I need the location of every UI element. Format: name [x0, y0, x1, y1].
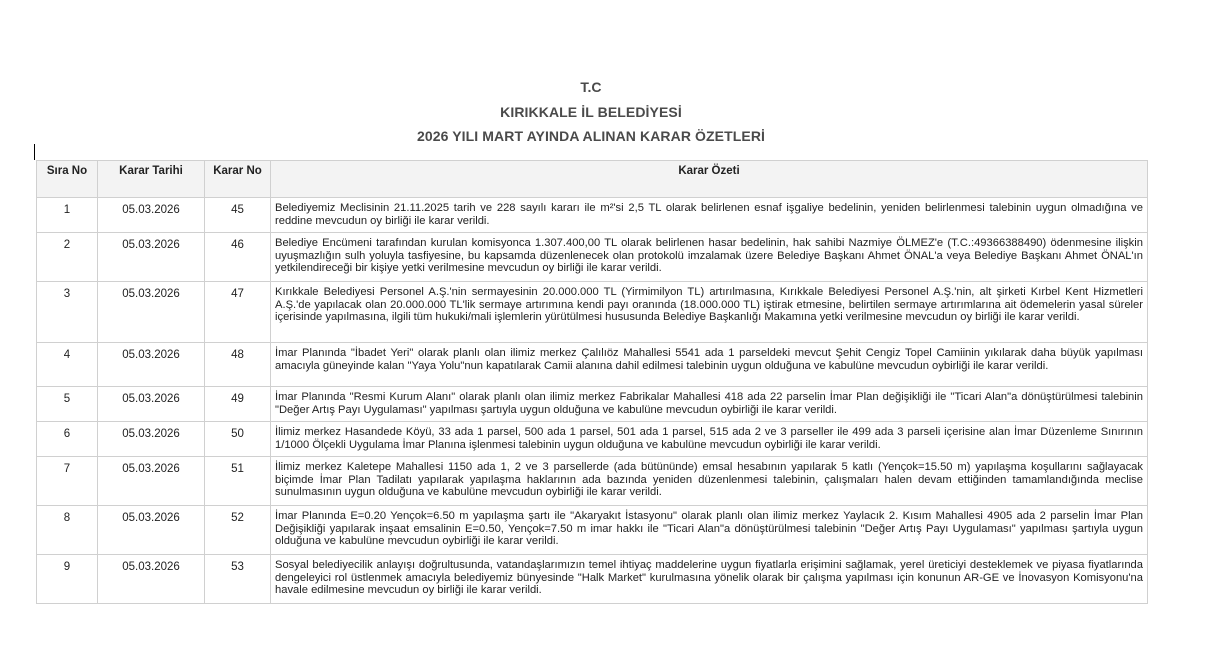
table-row	[37, 387, 1148, 422]
table-row	[37, 343, 1148, 387]
cell-karar-tarihi: 05.03.2026	[98, 422, 205, 457]
cell-karar-tarihi: 05.03.2026	[98, 555, 205, 604]
col-header-karar-tarihi: Karar Tarihi	[98, 161, 205, 198]
cell-sira-no: 2	[37, 233, 98, 282]
cell-karar-tarihi: 05.03.2026	[98, 343, 205, 387]
cell-karar-tarihi: 05.03.2026	[98, 506, 205, 555]
table-row	[37, 233, 1148, 282]
cell-karar-ozeti: İmar Planında "Resmi Kurum Alanı" olarak planlı olan ilimiz merkez Fabrikalar Mahallesi 418 ada 22 parselin İmar Plan değişikliği ile "Ticari Alan"a dönüştürülmesi talebinin "Değer Artış Payı Uygulaması" yapılması şartıyla uygun olduğuna ve kabulüne mevcudun oybirliği ile karar verildi.	[271, 387, 1148, 422]
cell-sira-no: 6	[37, 422, 98, 457]
cell-karar-ozeti: İlimiz merkez Kaletepe Mahallesi 1150 ada 1, 2 ve 3 parsellerde (ada bütününde) emsal hesabının yapılarak 5 katlı (Yençok=15.50 m) yapılaşma koşullarını sağlayacak biçimde İmar Plan Tadilatı yapılarak yapılaşma haklarının ada bazında yeniden düzenlenmesi talebinin, çalışmaları halen devam ettiğinden tamamlandığında meclise sunulmasının uygun olduğuna ve kabulüne mevcudun oybirliği ile karar verildi.	[271, 457, 1148, 506]
cell-karar-ozeti: İmar Planında E=0.20 Yençok=6.50 m yapılaşma şartı ile "Akaryakıt İstasyonu" olarak planlı olan ilimiz merkez Yaylacık 2. Kısım Mahallesi 4905 ada 2 parselin İmar Plan Değişikliği yapılarak inşaat emsalinin E=0.50, Yençok=7.50 m imar hakkı ile "Ticari Alan"a dönüştürülmesi talebinin "Değer Artış Payı Uygulaması" yapılması şartıyla uygun olduğuna ve kabulüne mevcudun oybirliği ile karar verildi.	[271, 506, 1148, 555]
col-header-karar-ozeti: Karar Özeti	[271, 161, 1148, 198]
cell-karar-ozeti: İmar Planında "İbadet Yeri" olarak planlı olan ilimiz merkez Çalılıöz Mahallesi 5541 ada 1 parseldeki mevcut Şehit Cengiz Topel Camiinin yıkılarak daha büyük yapılması amacıyla güneyinde kalan "Yaya Yolu"nun kapatılarak Camii alanına dahil edilmesi talebinin uygun olduğuna ve kabulüne mevcudun oybirliği ile karar verildi.	[271, 343, 1148, 387]
cell-karar-no: 53	[205, 555, 271, 604]
cell-karar-ozeti: Belediyemiz Meclisinin 21.11.2025 tarih ve 228 sayılı kararı ile m²'si 2,5 TL olarak belirlenen esnaf işgaliye bedelinin, yeniden belirlenmesi talebinin uygun olmadığına ve reddine mevcudun oy birliği ile karar verildi.	[271, 198, 1148, 233]
cell-karar-tarihi: 05.03.2026	[98, 387, 205, 422]
table-row	[37, 506, 1148, 555]
cell-karar-no: 52	[205, 506, 271, 555]
cell-sira-no: 9	[37, 555, 98, 604]
cell-karar-ozeti: İlimiz merkez Hasandede Köyü, 33 ada 1 parsel, 500 ada 1 parsel, 501 ada 1 parsel, 515 ada 2 ve 3 parseller ile 499 ada 3 parseli içerisine alan İmar Düzenleme Sınırının 1/1000 Ölçekli Uygulama İmar Planına işlenmesi talebinin uygun olduğuna ve kabulüne mevcudun oybirliği ile karar verildi.	[271, 422, 1148, 457]
cell-karar-ozeti: Belediye Encümeni tarafından kurulan komisyonca 1.307.400,00 TL olarak belirlenen hasar bedelinin, hak sahibi Nazmiye ÖLMEZ'e (T.C.:49366388490) ödenmesine ilişkin uyuşmazlığın sulh yoluyla tasfiyesine, bu kapsamda düzenlenecek olan protokolü imzalamak üzere Belediye Başkanı Ahmet ÖNAL'a veya Belediye Başkanı Ahmet ÖNAL'ın yetkilendireceği bir kişiye yetki verilmesine mevcudun oy birliği ile karar verildi.	[271, 233, 1148, 282]
cell-karar-ozeti: Kırıkkale Belediyesi Personel A.Ş.'nin sermayesinin 20.000.000 TL (Yirmimilyon TL) artırılmasına, Kırıkkale Belediyesi Personel A.Ş.'nin, alt şirketi Kırbel Kent Hizmetleri A.Ş.'de yapılacak olan 20.000.000 TL'lik sermaye artırımına kendi payı oranında (18.000.000 TL) iştirak etmesine, belirtilen sermaye artırımlarına ait ödemelerin yasal süreler içerisinde yapılmasına, ilgili tüm hukuki/mali işlemlerin yürütülmesi hususunda Belediye Başkanlığı Makamına yetki verilmesine mevcudun oy birliği ile karar verildi.	[271, 282, 1148, 343]
header-document-title: 2026 YILI MART AYINDA ALINAN KARAR ÖZETLERİ	[416, 128, 766, 144]
cell-sira-no: 7	[37, 457, 98, 506]
cell-sira-no: 4	[37, 343, 98, 387]
header-tc: T.C	[580, 79, 602, 95]
cell-sira-no: 8	[37, 506, 98, 555]
cell-sira-no: 1	[37, 198, 98, 233]
decision-table	[36, 160, 1148, 604]
cell-karar-tarihi: 05.03.2026	[98, 198, 205, 233]
cell-karar-tarihi: 05.03.2026	[98, 282, 205, 343]
col-header-sira-no: Sıra No	[37, 161, 98, 198]
cell-karar-tarihi: 05.03.2026	[98, 233, 205, 282]
cell-sira-no: 5	[37, 387, 98, 422]
table-row	[37, 457, 1148, 506]
text-cursor	[34, 144, 35, 160]
cell-karar-ozeti: Sosyal belediyecilik anlayışı doğrultusunda, vatandaşlarımızın temel ihtiyaç maddelerine uygun fiyatlarla erişimini sağlamak, yerel üreticiyi desteklemek ve piyasa fiyatlarında dengeleyici rol üstlenmek amacıyla belediyemiz bünyesinde "Halk Market" kurulmasına yönelik olarak bir çalışma yapılması için konunun AR-GE ve İnovasyon Komisyonu'na havale edilmesine mevcudun oy birliği ile karar verildi.	[271, 555, 1148, 604]
cell-karar-no: 49	[205, 387, 271, 422]
table-row	[37, 555, 1148, 604]
header-municipality: KIRIKKALE İL BELEDİYESİ	[500, 104, 682, 120]
cell-karar-no: 50	[205, 422, 271, 457]
cell-karar-no: 45	[205, 198, 271, 233]
cell-sira-no: 3	[37, 282, 98, 343]
cell-karar-no: 48	[205, 343, 271, 387]
table-row	[37, 198, 1148, 233]
table-row	[37, 282, 1148, 343]
cell-karar-no: 47	[205, 282, 271, 343]
cell-karar-no: 46	[205, 233, 271, 282]
table-header-row	[37, 161, 1148, 198]
table-row	[37, 422, 1148, 457]
col-header-karar-no: Karar No	[205, 161, 271, 198]
cell-karar-no: 51	[205, 457, 271, 506]
cell-karar-tarihi: 05.03.2026	[98, 457, 205, 506]
